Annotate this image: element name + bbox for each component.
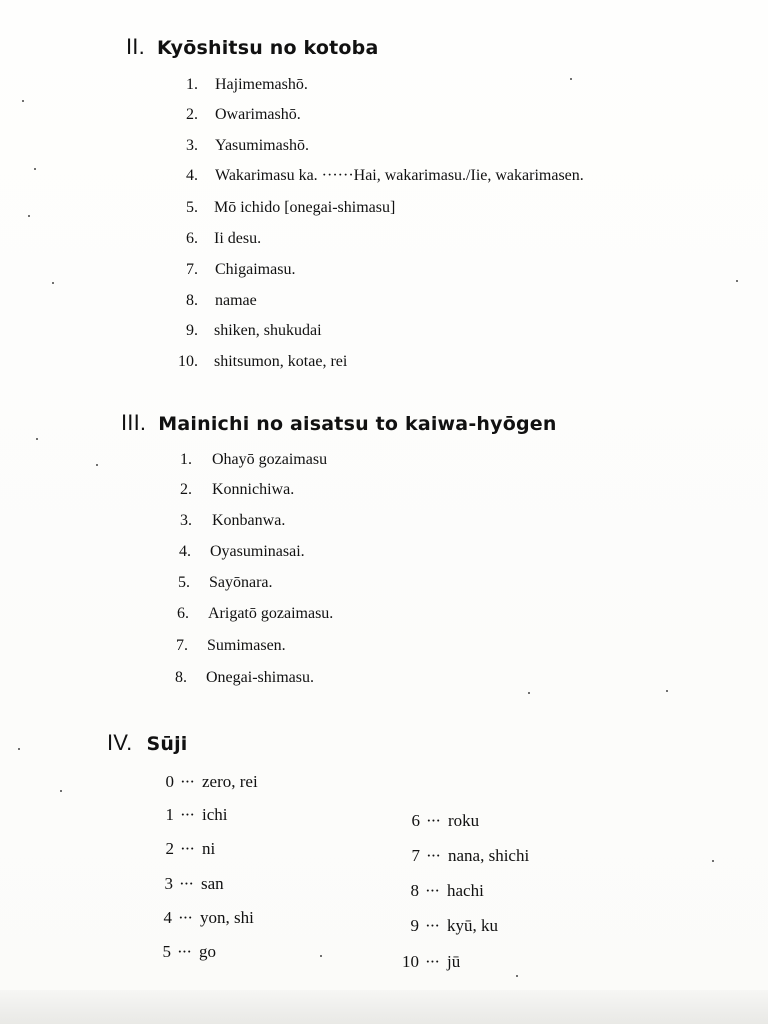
number-entry bbox=[399, 881, 484, 901]
section-heading-suji bbox=[107, 730, 188, 756]
scan-speck bbox=[528, 692, 530, 694]
scan-speck bbox=[60, 790, 62, 792]
item-number: 3. bbox=[186, 137, 198, 154]
item-number: 5. bbox=[186, 199, 198, 216]
leader-dots: ··· bbox=[180, 772, 194, 791]
number-reading: san bbox=[200, 874, 224, 893]
number-reading: nana, shichi bbox=[447, 846, 530, 865]
number-reading: jū bbox=[446, 952, 461, 971]
number-entry bbox=[399, 916, 498, 936]
item-text: Konbanwa. bbox=[212, 512, 286, 529]
list-item bbox=[170, 167, 584, 185]
item-number: 8. bbox=[175, 669, 187, 686]
scan-speck bbox=[516, 975, 518, 977]
scan-speck bbox=[736, 280, 738, 282]
scan-speck bbox=[52, 282, 54, 284]
item-text: Sayōnara. bbox=[209, 574, 273, 591]
item-number: 9. bbox=[186, 322, 198, 339]
item-number: 10. bbox=[178, 353, 198, 370]
item-number: 8. bbox=[186, 292, 198, 309]
number-entry bbox=[154, 908, 254, 928]
number-entry bbox=[400, 846, 529, 866]
item-text: Wakarimasu ka. ······Hai, wakarimasu./Iie, wakarimasen. bbox=[215, 167, 584, 184]
leader-dots: ··· bbox=[180, 805, 194, 824]
list-item bbox=[170, 76, 308, 94]
page-bottom-edge bbox=[0, 990, 768, 1024]
item-number: 2. bbox=[180, 481, 192, 498]
item-number: 4. bbox=[186, 167, 198, 184]
item-text: Onegai-shimasu. bbox=[206, 669, 314, 686]
digit: 4 bbox=[163, 908, 172, 927]
item-text: shiken, shukudai bbox=[214, 322, 322, 339]
number-entry bbox=[400, 811, 479, 831]
section-title: Kyōshitsu no kotoba bbox=[156, 37, 379, 59]
item-text: Ii desu. bbox=[214, 230, 262, 247]
scan-speck bbox=[712, 860, 714, 862]
item-text: Konnichiwa. bbox=[212, 481, 295, 498]
number-reading: zero, rei bbox=[201, 772, 258, 791]
section-number: II. bbox=[126, 34, 145, 59]
item-number: 6. bbox=[177, 605, 189, 622]
item-text: Mō ichido [onegai-shimasu] bbox=[214, 199, 396, 216]
item-text: Chigaimasu. bbox=[215, 261, 296, 278]
scan-speck bbox=[320, 955, 322, 957]
digit: 1 bbox=[165, 805, 174, 824]
number-reading: kyū, ku bbox=[446, 916, 498, 935]
list-item bbox=[166, 574, 273, 592]
list-item bbox=[164, 637, 286, 655]
item-number: 4. bbox=[179, 543, 191, 560]
item-text: Oyasuminasai. bbox=[210, 543, 305, 560]
scan-speck bbox=[28, 215, 30, 217]
list-item bbox=[168, 512, 285, 530]
list-item bbox=[170, 292, 257, 310]
item-number: 7. bbox=[176, 637, 188, 654]
scan-speck bbox=[18, 748, 20, 750]
digit: 9 bbox=[410, 916, 419, 935]
number-reading: hachi bbox=[446, 881, 484, 900]
list-item bbox=[170, 137, 309, 155]
leader-dots: ··· bbox=[426, 811, 440, 830]
item-text: Yasumimashō. bbox=[215, 137, 309, 154]
digit: 0 bbox=[165, 772, 174, 791]
section-number: IV. bbox=[107, 730, 133, 755]
section-title: Mainichi no aisatsu to kaiwa-hyōgen bbox=[158, 413, 557, 435]
leader-dots: ··· bbox=[178, 908, 192, 927]
list-item bbox=[163, 669, 314, 687]
item-text: Ohayō gozaimasu bbox=[212, 451, 328, 468]
list-item bbox=[170, 230, 261, 248]
leader-dots: ··· bbox=[177, 942, 191, 961]
number-entry bbox=[156, 772, 258, 792]
item-number: 6. bbox=[186, 230, 198, 247]
list-item bbox=[170, 106, 301, 124]
item-text: shitsumon, kotae, rei bbox=[214, 353, 348, 370]
list-item bbox=[168, 481, 294, 499]
number-reading: go bbox=[198, 942, 216, 961]
number-reading: yon, shi bbox=[199, 908, 254, 927]
item-number: 2. bbox=[186, 106, 198, 123]
item-number: 1. bbox=[180, 451, 192, 468]
scan-speck bbox=[96, 464, 98, 466]
digit: 3 bbox=[164, 874, 173, 893]
list-item bbox=[170, 353, 347, 371]
list-item bbox=[170, 199, 395, 217]
leader-dots: ··· bbox=[425, 952, 439, 971]
scan-speck bbox=[570, 78, 572, 80]
leader-dots: ··· bbox=[425, 916, 439, 935]
number-reading: roku bbox=[447, 811, 480, 830]
section-number: III. bbox=[121, 410, 147, 435]
leader-dots: ··· bbox=[180, 839, 194, 858]
number-entry bbox=[153, 942, 216, 962]
digit: 6 bbox=[411, 811, 420, 830]
item-number: 3. bbox=[180, 512, 192, 529]
section-heading-kyoshitsu bbox=[126, 34, 379, 60]
leader-dots: ··· bbox=[179, 874, 193, 893]
scan-speck bbox=[22, 100, 24, 102]
item-text: namae bbox=[215, 292, 257, 309]
list-item bbox=[165, 605, 333, 623]
item-text: Arigatō gozaimasu. bbox=[208, 605, 334, 622]
digit: 8 bbox=[410, 881, 419, 900]
number-entry bbox=[155, 874, 224, 894]
section-heading-aisatsu bbox=[121, 410, 557, 436]
scan-speck bbox=[666, 690, 668, 692]
item-text: Owarimashō. bbox=[215, 106, 301, 123]
number-entry bbox=[156, 805, 227, 825]
number-reading: ichi bbox=[201, 805, 228, 824]
item-text: Hajimemashō. bbox=[215, 76, 308, 93]
leader-dots: ··· bbox=[426, 846, 440, 865]
item-number: 1. bbox=[186, 76, 198, 93]
number-entry bbox=[396, 952, 460, 972]
digit: 5 bbox=[162, 942, 171, 961]
list-item bbox=[167, 543, 305, 561]
number-reading: ni bbox=[201, 839, 216, 858]
item-number: 7. bbox=[186, 261, 198, 278]
item-text: Sumimasen. bbox=[207, 637, 286, 654]
digit: 2 bbox=[165, 839, 174, 858]
list-item bbox=[170, 322, 322, 340]
number-entry bbox=[156, 839, 215, 859]
scan-speck bbox=[36, 438, 38, 440]
digit: 7 bbox=[411, 846, 420, 865]
list-item bbox=[168, 451, 327, 469]
scan-speck bbox=[34, 168, 36, 170]
item-number: 5. bbox=[178, 574, 190, 591]
digit: 10 bbox=[402, 952, 419, 971]
section-title: Sūji bbox=[146, 733, 188, 755]
list-item bbox=[170, 261, 295, 279]
leader-dots: ··· bbox=[425, 881, 439, 900]
